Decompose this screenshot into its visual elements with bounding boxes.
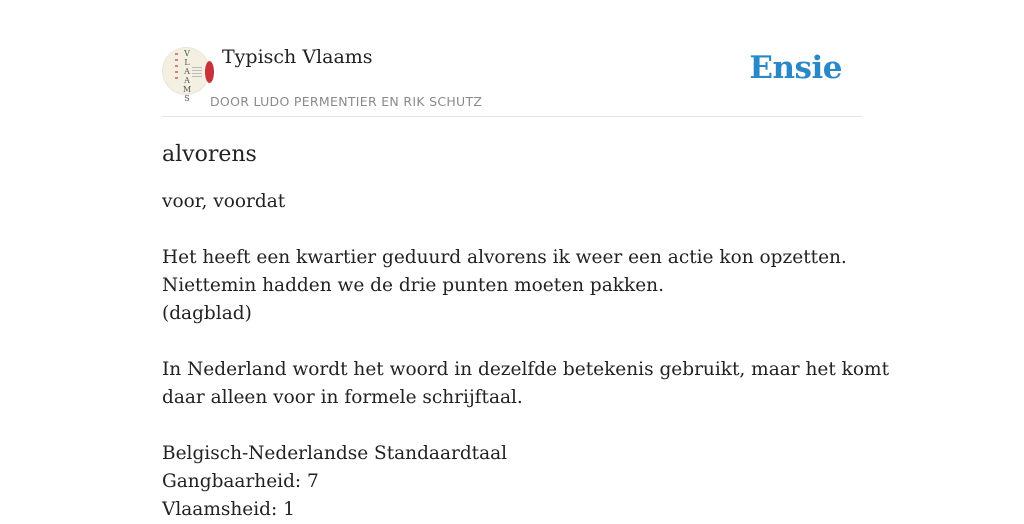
usage-note-line: In Nederland wordt het woord in dezelfde betekenis gebruikt, maar het komt (162, 359, 890, 380)
commonness-rating: Gangbaarheid: 7 (162, 471, 319, 492)
usage-note-line: daar alleen voor in formele schrijftaal. (162, 387, 523, 408)
paragraph-gap (162, 216, 862, 244)
avatar-book-spine-text: V L A A M S (183, 49, 192, 103)
author-byline: DOOR LUDO PERMENTIER EN RIK SCHUTZ (210, 94, 483, 109)
avatar-small-print (192, 67, 202, 77)
entry-body (162, 188, 890, 524)
avatar[interactable] (162, 47, 210, 103)
language-variety: Belgisch-Nederlandse Standaardtaal (162, 443, 508, 464)
flemishness-rating: Vlaamsheid: 1 (162, 499, 295, 520)
example-line: Niettemin hadden we de drie punten moeten pakken. (162, 275, 664, 296)
site-header (162, 0, 862, 117)
entry-definition: voor, voordat (162, 191, 286, 212)
author-name-link[interactable]: Typisch Vlaams (222, 46, 373, 68)
ensie-logo-link[interactable]: Ensie (749, 50, 842, 86)
paragraph-gap (162, 412, 862, 440)
entry-term: alvorens (162, 142, 257, 167)
avatar-decoration (175, 53, 178, 83)
entry-content (162, 136, 890, 524)
paragraph-gap (162, 328, 862, 356)
avatar-red-edge (205, 61, 214, 83)
example-source: (dagblad) (162, 303, 252, 324)
example-line: Het heeft een kwartier geduurd alvorens ik weer een actie kon opzetten. (162, 247, 847, 268)
